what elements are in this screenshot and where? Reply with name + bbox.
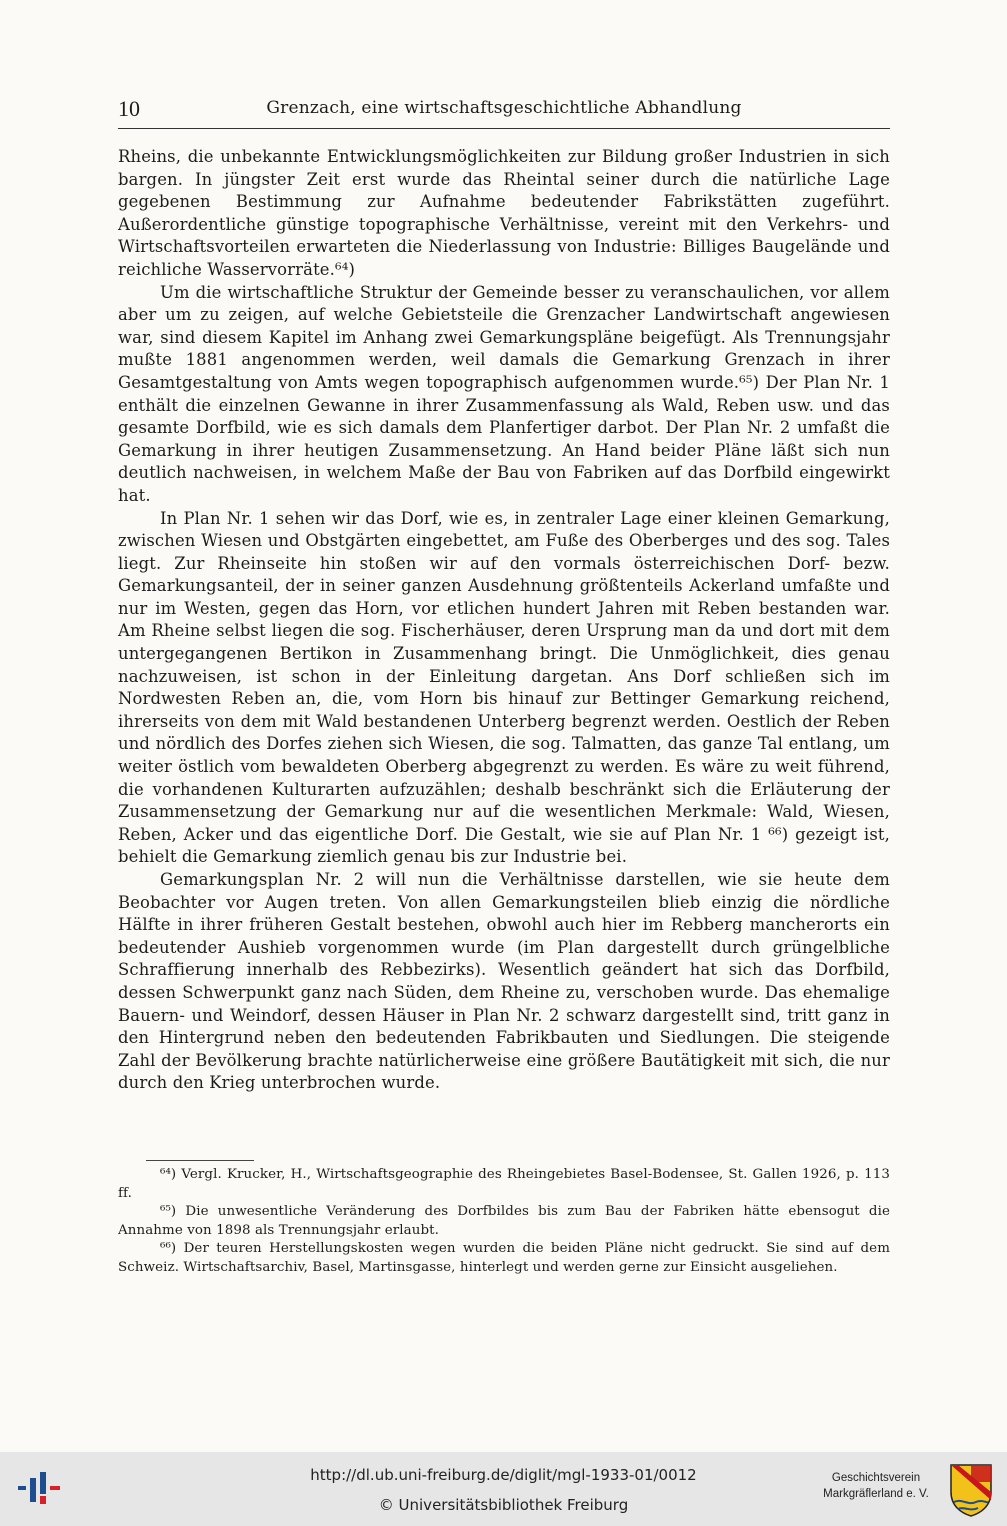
header-rule (118, 128, 890, 129)
footnotes (118, 1166, 890, 1278)
footnote-rule (146, 1160, 254, 1161)
society-line: Markgräflerland e. V. (823, 1488, 929, 1500)
footnote: ⁶⁵) Die unwesentliche Veränderung des Dorfbildes bis zum Bau der Fabriken hätte ebensogut die Annahme von 1898 als Trennungsjahr erlaubt. (118, 1204, 890, 1238)
viewer-footer (0, 1452, 1007, 1526)
running-head (118, 96, 890, 126)
paragraph: Gemarkungsplan Nr. 2 will nun die Verhältnisse darstellen, wie sie heute dem Beobachter vor Augen treten. Von allen Gemarkungsteilen blieb einzig die nördliche Hälfte in ihrer früheren Gestalt bestehen, obwohl auch hier im Rebberg mancherorts ein bedeutender Aushieb vorgenommen wurde (im Plan dargestellt durch grüngelbliche Schraffierung innerhalb des Rebbezirks). Wesentlich geändert hat sich das Dorfbild, dessen Schwerpunkt ganz nach Süden, dem Rheine zu, verschoben wurde. Das ehemalige Bauern- und Weindorf, dessen Häuser in Plan Nr. 2 schwarz dargestellt sind, tritt ganz in den Hintergrund neben den bedeutenden Fabrikbauten und Siedlungen. Die steigende Zahl der Bevölkerung brachte natürlicherweise eine größere Bautätigkeit mit sich, die nur durch den Krieg unterbrochen wurde. (118, 870, 890, 1093)
society-line: Geschichtsverein (831, 1472, 921, 1484)
society-name[interactable] (806, 1470, 946, 1502)
coat-of-arms-icon[interactable] (948, 1462, 994, 1518)
footnote: ⁶⁴) Vergl. Krucker, H., Wirtschaftsgeographie des Rheingebietes Basel-Bodensee, St. Gallen 1926, p. 113 ff. (118, 1167, 890, 1201)
running-title: Grenzach, eine wirtschaftsgeschichtliche Abhandlung (266, 98, 742, 118)
copyright-notice: © Universitätsbibliothek Freiburg (378, 1496, 629, 1514)
page-number: 10 (118, 96, 140, 121)
paragraph: In Plan Nr. 1 sehen wir das Dorf, wie es, in zentraler Lage einer kleinen Gemarkung, zwischen Wiesen und Obstgärten eingebettet, am Fuße des Oberberges und des sog. Tales liegt. Zur Rheinseite hin stoßen wir auf den vormals österreichischen Dorf- bezw. Gemarkungsanteil, der in seiner ganzen Ausdehnung größtenteils Ackerland umfaßte und nur im Westen, gegen das Horn, vor etlichen hundert Jahren mit Reben bestanden war. Am Rheine selbst liegen die sog. Fischerhäuser, deren Ursprung man da und dort mit dem untergegangenen Bertikon in Zusammenhang bringt. Die Unmöglichkeit, dies genau nachzuweisen, ist schon in der Einleitung dargetan. Ans Dorf schließen sich im Nordwesten Reben an, die, vom Horn bis hinauf zur Bettinger Gemarkung reichend, ihrerseits von dem mit Wald bestandenen Unterberg begrenzt werden. Oestlich der Reben und nördlich des Dorfes ziehen sich Wiesen, die sog. Talmatten, das ganze Tal entlang, um weiter östlich vom bewaldeten Oberberg abgegrenzt zu werden. Es wäre zu weit führend, die vorhandenen Kulturarten aufzuzählen; deshalb beschränkt sich die Erläuterung der Zusammensetzung der Gemarkung nur auf die wesentlichen Merkmale: Wald, Wiesen, Reben, Acker und das eigentliche Dorf. Die Gestalt, wie sie auf Plan Nr. 1 ⁶⁶) gezeigt ist, behielt die Gemarkung ziemlich genau bis zur Industrie bei. (118, 508, 890, 867)
paragraph: Um die wirtschaftliche Struktur der Gemeinde besser zu veranschaulichen, vor allem aber um zu zeigen, auf welche Gebietsteile die Grenzacher Landwirtschaft angewiesen war, sind diesem Kapitel im Anhang zwei Gemarkungspläne beigefügt. Als Trennungsjahr mußte 1881 angenommen werden, weil damals die Gemarkung Grenzach in ihrer Gesamtgestaltung von Amts wegen topographisch aufgenommen wurde.⁶⁵) Der Plan Nr. 1 enthält die einzelnen Gewanne in ihrer Zusammenfassung als Wald, Reben usw. und das gesamte Dorfbild, wie es sich damals dem Planfertiger darbot. Der Plan Nr. 2 umfaßt die Gemarkung in ihrer heutigen Zusammensetzung. An Hand beider Pläne läßt sich nun deutlich nachweisen, in welchem Maße der Bau von Fabriken auf das Dorfbild eingewirkt hat. (118, 282, 890, 505)
body-text (118, 146, 890, 1095)
paragraph: Rheins, die unbekannte Entwicklungsmöglichkeiten zur Bildung großer Industrien in sich bargen. In jüngster Zeit erst wurde das Rheintal seiner durch die natürliche Lage gegebenen Bestimmung zur Aufnahme bedeutender Fabrikstätten zugeführt. Außerordentliche günstige topographische Verhältnisse, vereint mit den Verkehrs- und Wirtschaftsvorteilen erwarteten die Niederlassung von Industrie: Billiges Baugelände und reichliche Wasservorräte.⁶⁴) (118, 147, 890, 279)
footnote: ⁶⁶) Der teuren Herstellungskosten wegen wurden die beiden Pläne nicht gedruckt. Sie sind auf dem Schweiz. Wirtschaftsarchiv, Basel, Martinsgasse, hinterlegt und werden gerne zur Einsicht ausgeliehen. (118, 1241, 890, 1275)
permalink-url[interactable]: http://dl.ub.uni-freiburg.de/diglit/mgl-1933-01/0012 (310, 1466, 697, 1484)
